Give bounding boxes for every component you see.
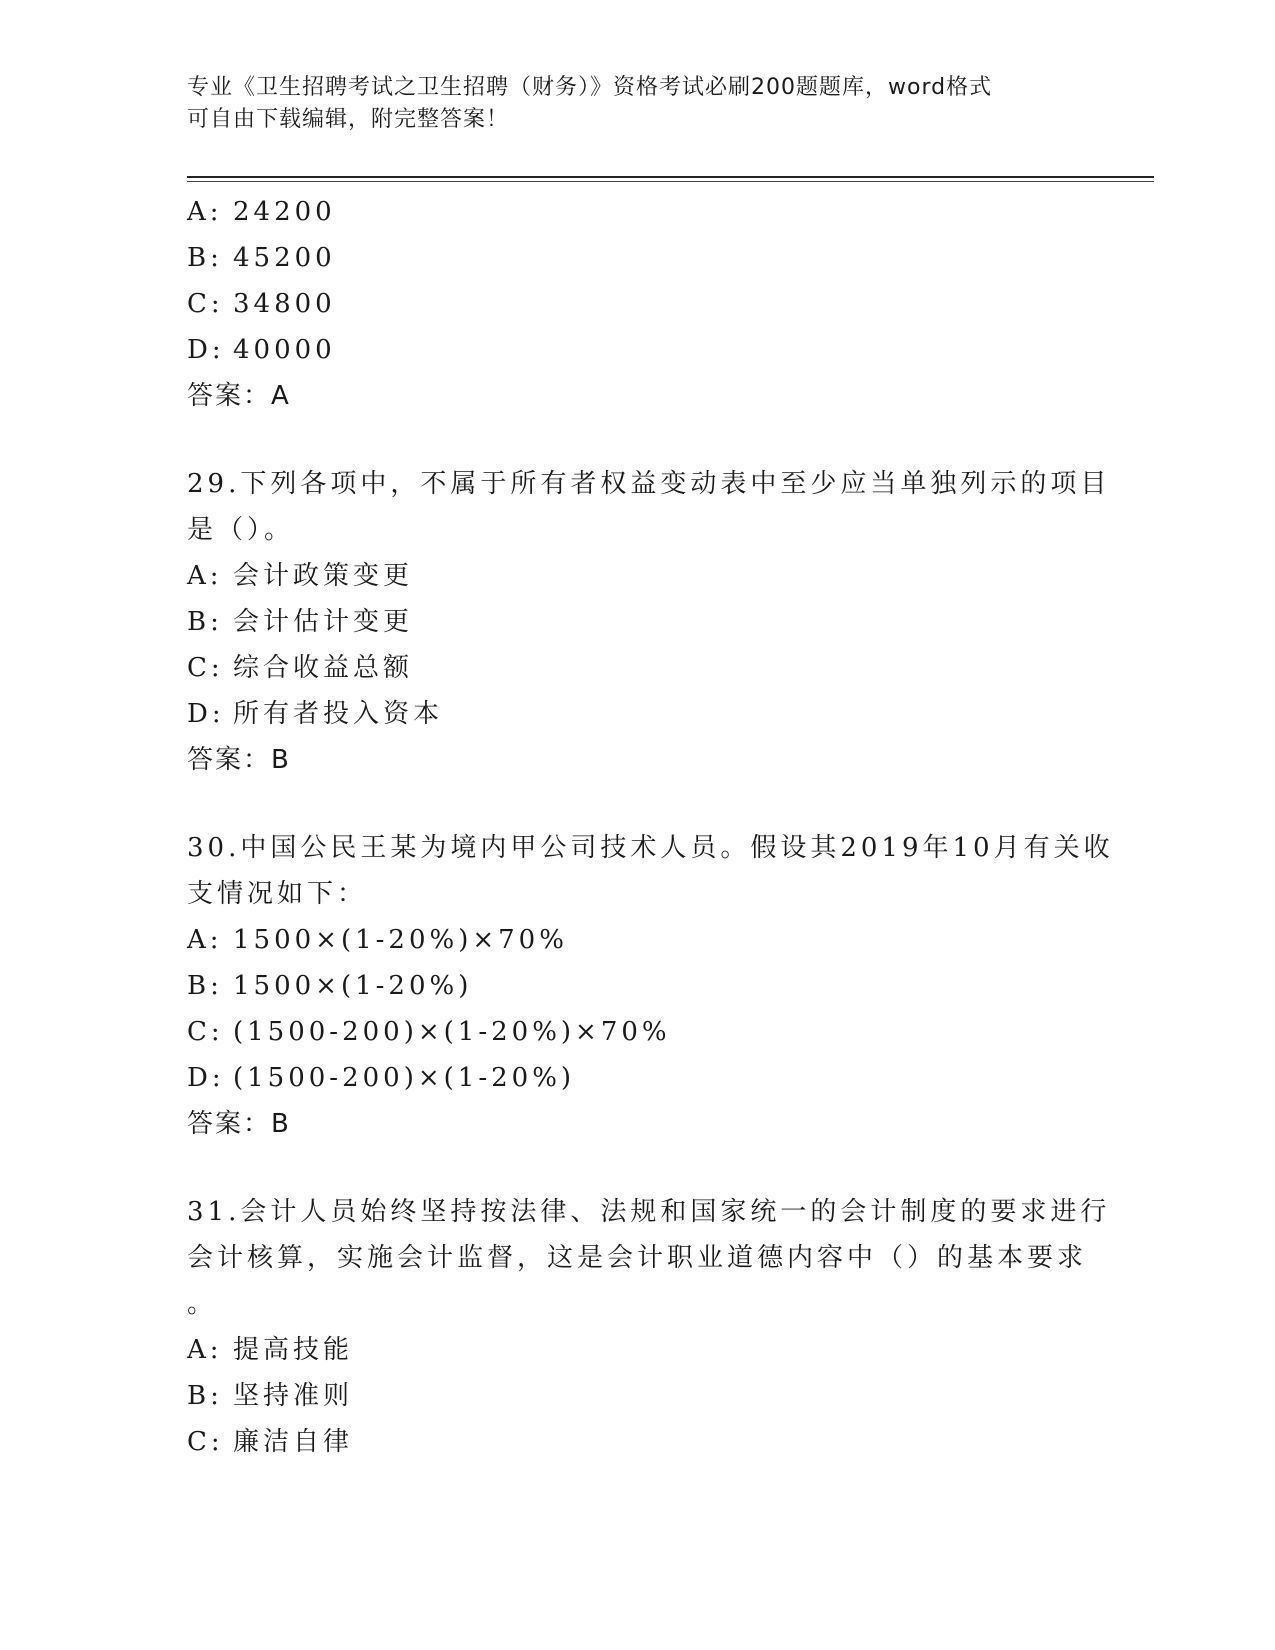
option-text: 会计政策变更 xyxy=(233,561,414,591)
option-text: (1500-200)×(1-20%)×70% xyxy=(233,1017,671,1047)
option-label: D: xyxy=(187,335,225,365)
answer-line: 答案：B xyxy=(187,1109,291,1139)
option-label: B: xyxy=(187,243,223,273)
question-text-line: 29.下列各项中，不属于所有者权益变动表中至少应当单独列示的项目 xyxy=(187,469,1111,499)
option-text: 廉洁自律 xyxy=(233,1427,354,1457)
option-text: 会计估计变更 xyxy=(233,607,414,637)
header-line-2: 可自由下载编辑，附完整答案！ xyxy=(187,107,510,132)
answer-line: 答案：A xyxy=(187,381,291,411)
question-text xyxy=(187,461,1111,553)
question-28 xyxy=(187,189,1087,419)
question-text xyxy=(187,1189,1111,1327)
option-label: A: xyxy=(187,925,223,955)
header-rule xyxy=(187,176,1154,178)
option-label: B: xyxy=(187,971,223,1001)
question-text-line: 会计核算，实施会计监督，这是会计职业道德内容中（）的基本要求 xyxy=(187,1243,1088,1273)
option-label: A: xyxy=(187,561,223,591)
option-text: (1500-200)×(1-20%) xyxy=(233,1063,576,1093)
option-c xyxy=(187,281,1087,327)
option-label: C: xyxy=(187,1427,224,1457)
option-label: D: xyxy=(187,699,225,729)
option-label: B: xyxy=(187,1381,223,1411)
option-c xyxy=(187,1419,1087,1465)
option-a xyxy=(187,1327,1087,1373)
option-label: D: xyxy=(187,1063,225,1093)
option-text: 40000 xyxy=(233,335,336,365)
option-a xyxy=(187,189,1087,235)
option-label: A: xyxy=(187,1335,223,1365)
option-text: 34800 xyxy=(233,289,336,319)
option-d xyxy=(187,1055,1087,1101)
option-text: 坚持准则 xyxy=(233,1381,354,1411)
question-text-line: 是（）。 xyxy=(187,515,295,545)
option-label: C: xyxy=(187,653,224,683)
question-text xyxy=(187,825,1114,917)
question-text-line: 31.会计人员始终坚持按法律、法规和国家统一的会计制度的要求进行 xyxy=(187,1197,1111,1227)
option-a xyxy=(187,917,1087,963)
option-c xyxy=(187,645,1087,691)
answer-line: 答案：B xyxy=(187,745,291,775)
option-label: C: xyxy=(187,1017,224,1047)
option-label: C: xyxy=(187,289,224,319)
option-text: 提高技能 xyxy=(233,1335,354,1365)
option-text: 综合收益总额 xyxy=(233,653,414,683)
question-31 xyxy=(187,1189,1111,1465)
header-rule-thin xyxy=(187,181,1154,182)
option-c xyxy=(187,1009,1087,1055)
option-text: 1500×(1-20%) xyxy=(233,971,473,1001)
option-a xyxy=(187,553,1087,599)
option-b xyxy=(187,1373,1087,1419)
question-30 xyxy=(187,825,1114,1147)
option-b xyxy=(187,963,1087,1009)
option-text: 24200 xyxy=(233,197,336,227)
question-text-line: 30.中国公民王某为境内甲公司技术人员。假设其2019年10月有关收 xyxy=(187,833,1114,863)
option-d xyxy=(187,691,1087,737)
question-list xyxy=(187,189,1114,1465)
option-label: B: xyxy=(187,607,223,637)
option-b xyxy=(187,599,1087,645)
option-text: 45200 xyxy=(233,243,336,273)
option-b xyxy=(187,235,1087,281)
option-text: 1500×(1-20%)×70% xyxy=(233,925,568,955)
document-header xyxy=(187,72,1067,136)
question-text-line: 支情况如下： xyxy=(187,879,368,909)
question-29 xyxy=(187,461,1111,783)
option-d xyxy=(187,327,1087,373)
option-label: A: xyxy=(187,197,223,227)
option-text: 所有者投入资本 xyxy=(233,699,444,729)
header-line-1: 专业《卫生招聘考试之卫生招聘（财务）》资格考试必刷200题题库，word格式 xyxy=(187,75,993,100)
question-text-line: 。 xyxy=(187,1289,218,1319)
